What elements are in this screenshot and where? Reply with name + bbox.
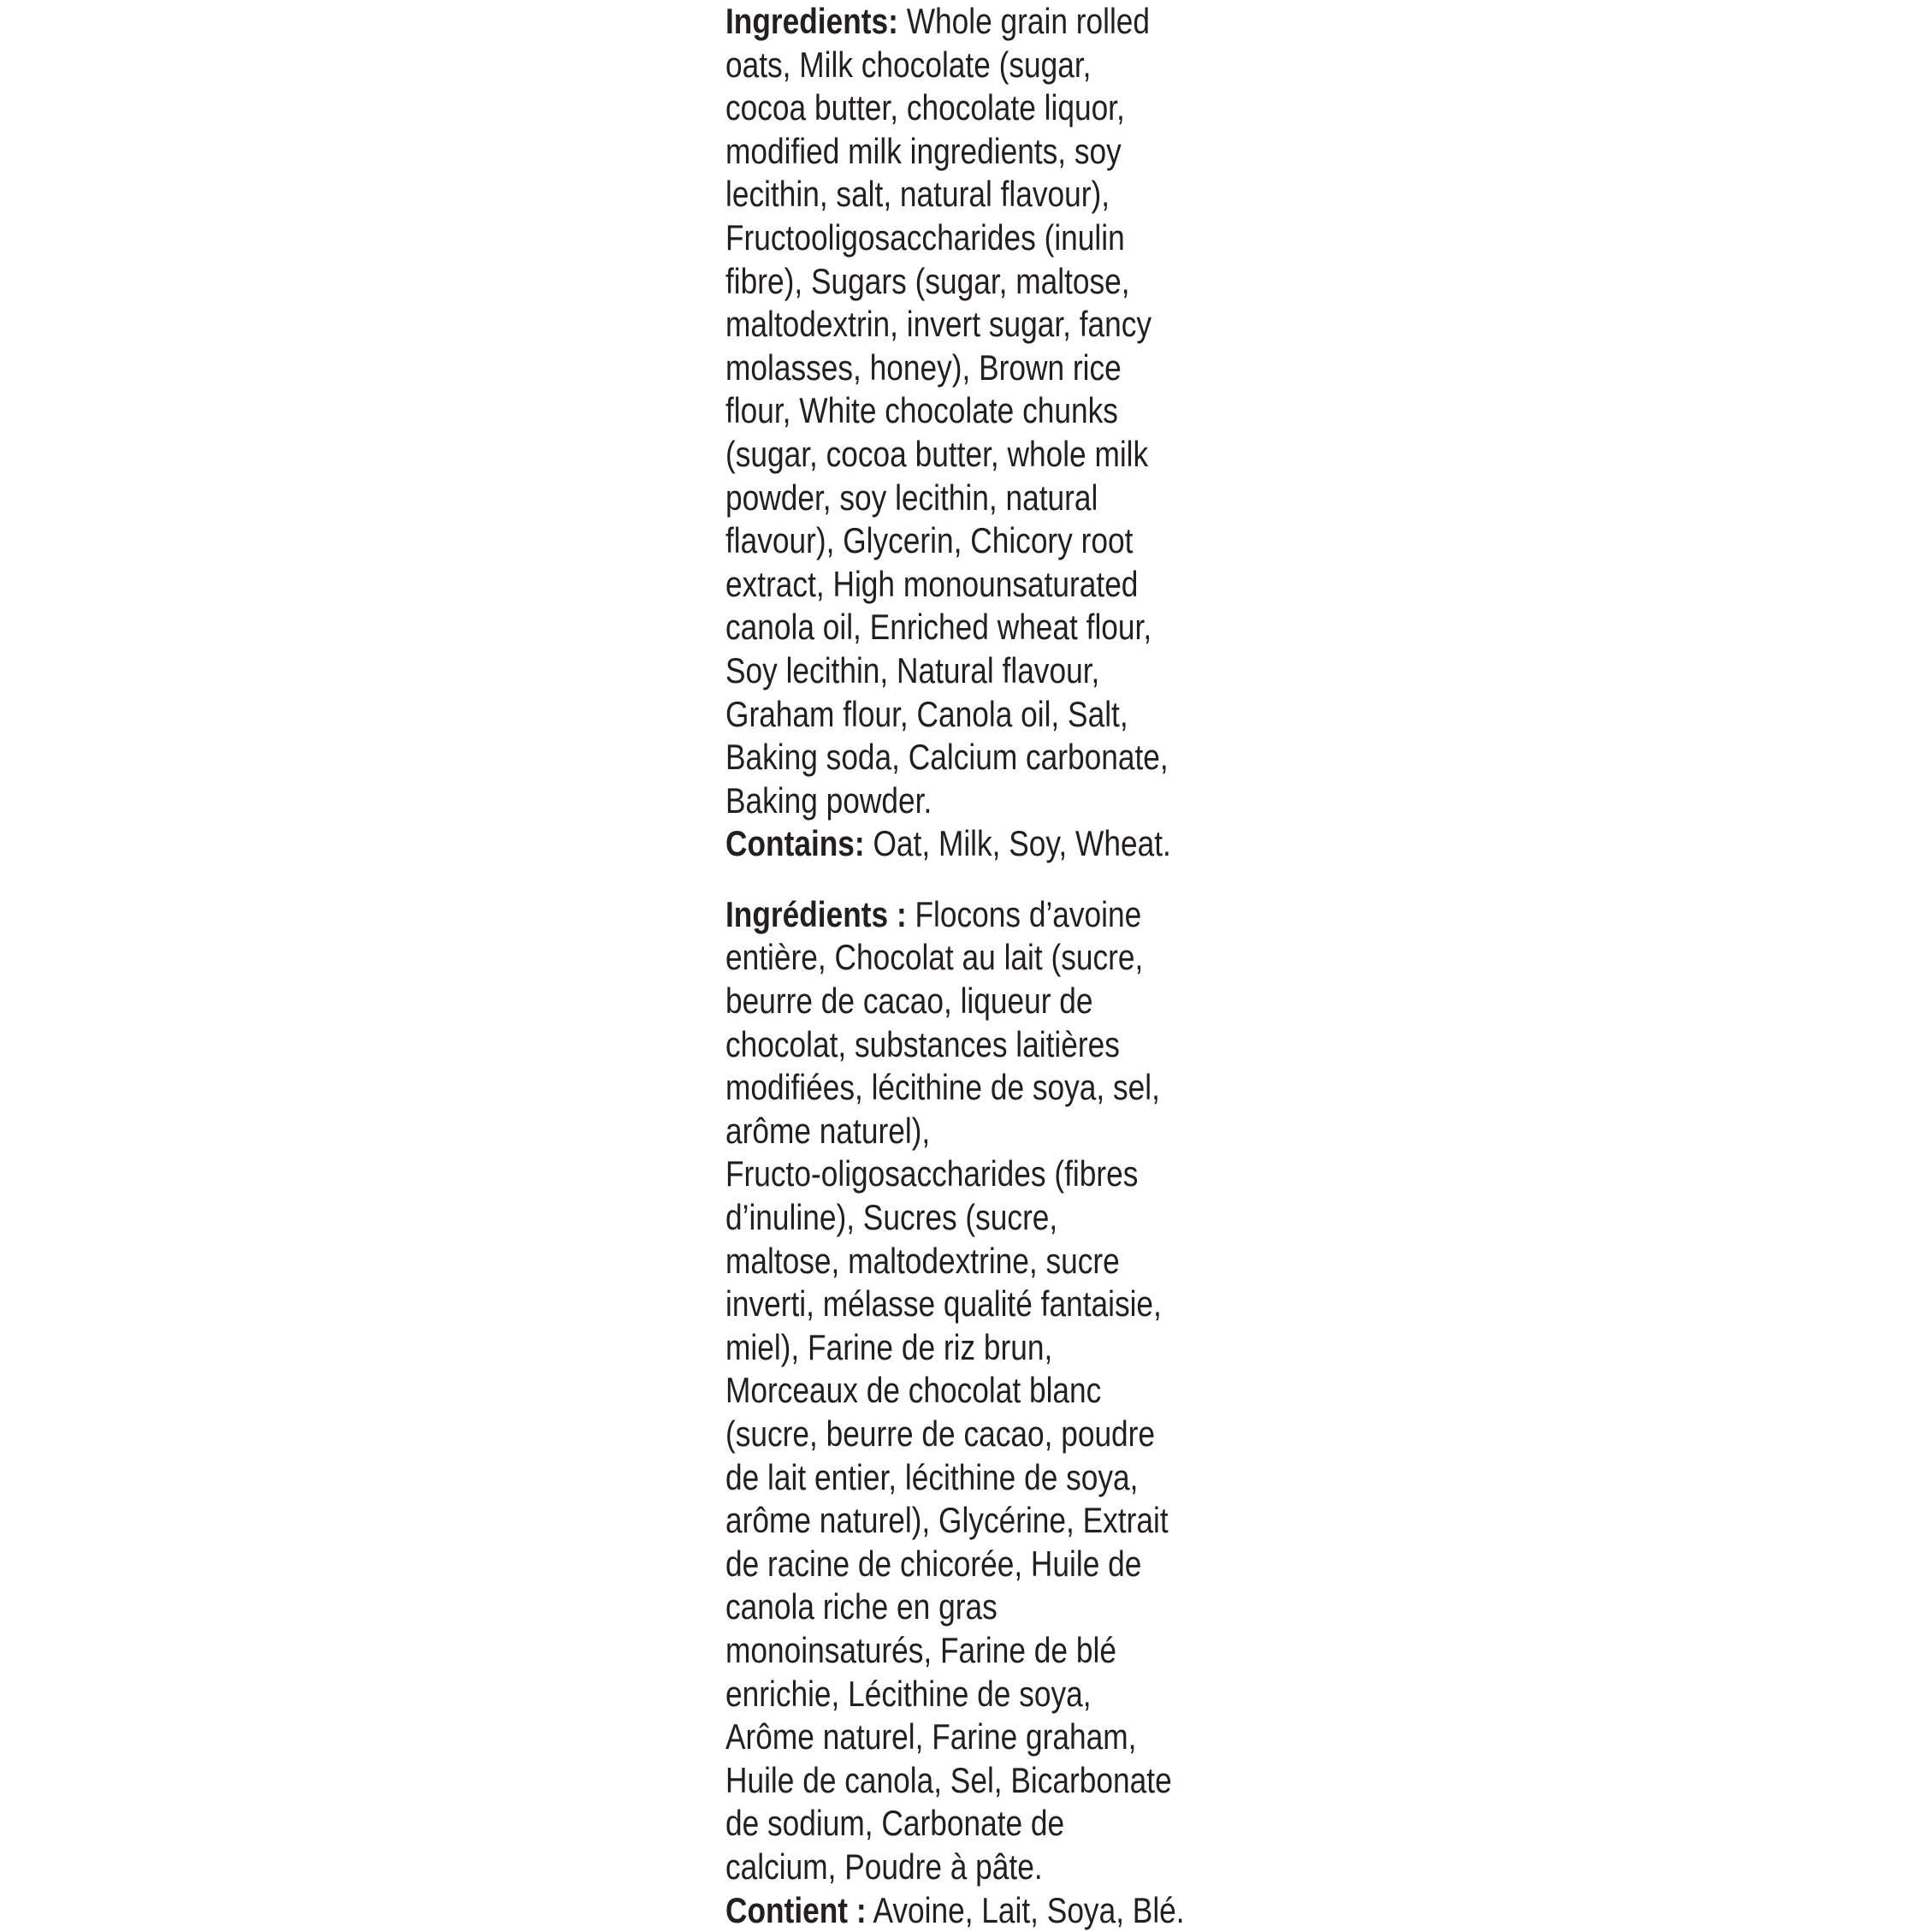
- french-line: arôme naturel),: [725, 1110, 931, 1151]
- french-line-text: Flocons d’avoine: [906, 893, 1142, 934]
- french-line: canola riche en gras: [725, 1586, 998, 1627]
- french-line: arôme naturel), Glycérine, Extrait: [725, 1500, 1169, 1541]
- french-line: de racine de chicorée, Huile de: [725, 1543, 1142, 1584]
- english-contains-heading: Contains:: [725, 823, 865, 864]
- english-line: maltodextrin, invert sugar, fancy: [725, 304, 1152, 345]
- english-line: powder, soy lecithin, natural: [725, 477, 1098, 518]
- english-ingredients-text: [725, 0, 1222, 866]
- french-ingredients-text: [725, 893, 1222, 1932]
- english-line: flavour), Glycerin, Chicory root: [725, 520, 1134, 561]
- french-line: de lait entier, lécithine de soya,: [725, 1456, 1139, 1497]
- french-line: Fructo-oligosaccharides (fibres: [725, 1153, 1139, 1194]
- english-line: flour, White chocolate chunks: [725, 390, 1118, 431]
- english-line: Baking powder.: [725, 779, 932, 821]
- french-contains-text: Avoine, Lait, Soya, Blé.: [866, 1889, 1185, 1930]
- english-line: Baking soda, Calcium carbonate,: [725, 737, 1169, 778]
- english-line: fibre), Sugars (sugar, maltose,: [725, 260, 1130, 301]
- english-ingredients-block: [725, 0, 1222, 866]
- french-line: Morceaux de chocolat blanc: [725, 1370, 1102, 1411]
- english-line: Soy lecithin, Natural flavour,: [725, 649, 1100, 690]
- french-line: modifiées, lécithine de soya, sel,: [725, 1067, 1160, 1108]
- english-ingredients-heading: Ingredients:: [725, 1, 898, 41]
- french-line: chocolat, substances laitières: [725, 1023, 1120, 1064]
- french-ingredients-block: [725, 893, 1222, 1932]
- english-line-text: Whole grain rolled: [897, 1, 1151, 41]
- french-line: d’inuline), Sucres (sucre,: [725, 1197, 1058, 1238]
- french-line: entière, Chocolat au lait (sucre,: [725, 937, 1144, 978]
- french-ingredients-heading: Ingrédients :: [725, 893, 907, 934]
- english-line: Graham flour, Canola oil, Salt,: [725, 693, 1128, 734]
- french-line: maltose, maltodextrine, sucre: [725, 1240, 1120, 1281]
- french-line: inverti, mélasse qualité fantaisie,: [725, 1283, 1162, 1325]
- english-line: canola oil, Enriched wheat flour,: [725, 607, 1152, 648]
- french-line: Huile de canola, Sel, Bicarbonate: [725, 1759, 1172, 1800]
- english-line: extract, High monounsaturated: [725, 563, 1139, 604]
- french-line: (sucre, beurre de cacao, poudre: [725, 1413, 1156, 1454]
- french-contains-line: [725, 1889, 1222, 1932]
- english-contains-text: Oat, Milk, Soy, Wheat.: [864, 823, 1171, 864]
- english-line: (sugar, cocoa butter, whole milk: [725, 433, 1149, 474]
- french-line: calcium, Poudre à pâte.: [725, 1846, 1043, 1887]
- french-line: miel), Farine de riz brun,: [725, 1326, 1053, 1367]
- english-line: molasses, honey), Brown rice: [725, 347, 1122, 388]
- french-contains-heading: Contient :: [725, 1889, 867, 1930]
- french-line: de sodium, Carbonate de: [725, 1803, 1065, 1844]
- french-line: beurre de cacao, liqueur de: [725, 981, 1093, 1022]
- french-line: [725, 893, 1222, 937]
- english-line: oats, Milk chocolate (sugar,: [725, 44, 1092, 85]
- english-line: modified milk ingredients, soy: [725, 130, 1122, 171]
- ingredients-label-panel: [725, 0, 1222, 1932]
- english-line: cocoa butter, chocolate liquor,: [725, 87, 1125, 128]
- english-contains-line: [725, 822, 1222, 866]
- french-line: Arôme naturel, Farine graham,: [725, 1716, 1137, 1757]
- french-line: enrichie, Lécithine de soya,: [725, 1673, 1092, 1714]
- section-gap: [725, 866, 1222, 893]
- french-line: monoinsaturés, Farine de blé: [725, 1629, 1116, 1670]
- english-line: [725, 0, 1222, 44]
- english-line: lecithin, salt, natural flavour),: [725, 174, 1110, 215]
- english-line: Fructooligosaccharides (inulin: [725, 216, 1125, 258]
